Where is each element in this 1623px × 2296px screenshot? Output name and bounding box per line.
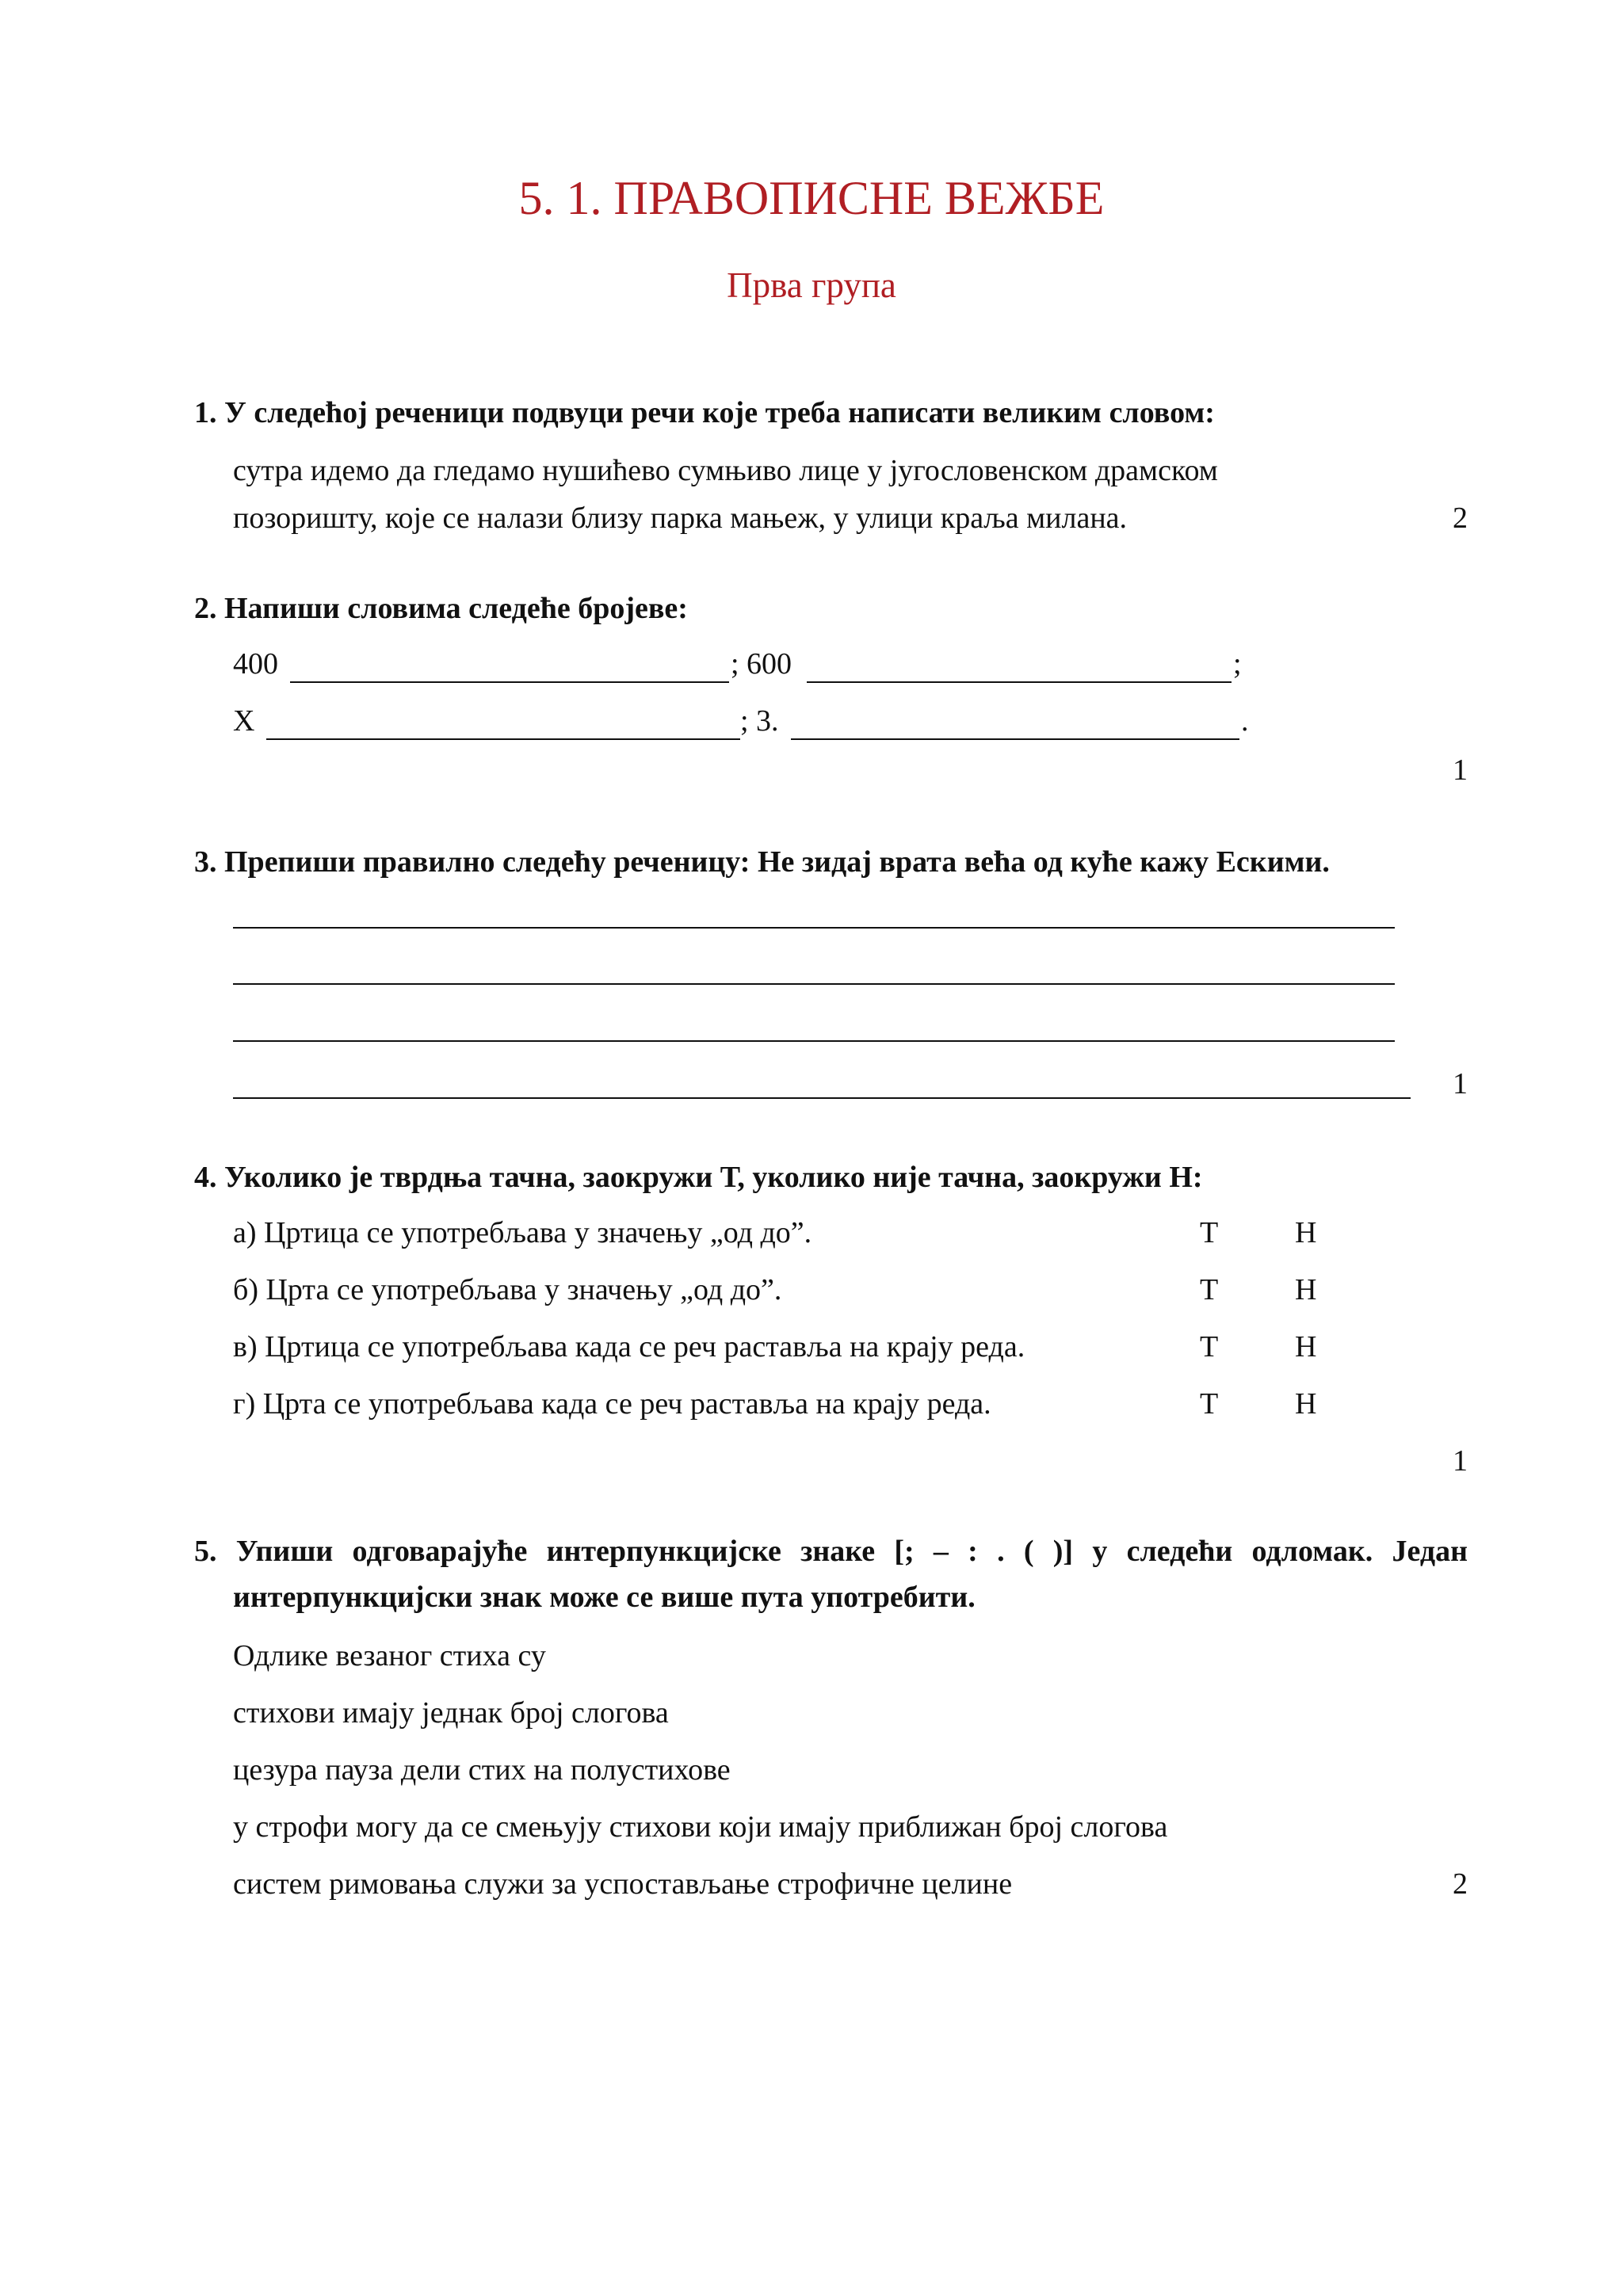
q5-prompt-line-1: 5. Упиши одговарајуће интерпункцијске знаке [; – : . ( )] у следећи одломак. Један [194, 1535, 1468, 1568]
group-subtitle: Прва група [727, 265, 896, 305]
q2-line-2-end: . [1241, 704, 1249, 738]
q3-points: 1 [1453, 1067, 1468, 1100]
q5-passage-line-1: Одлике везаног стиха су [233, 1639, 546, 1672]
q2-answer-blank-400[interactable] [290, 681, 729, 683]
q3-prompt: 3. Препиши правилно следећу реченицу: Не зидај врата већа од куће кажу Ескими. [194, 845, 1330, 879]
q2-prompt: 2. Напиши словима следеће бројеве: [194, 592, 688, 625]
q2-points: 1 [1453, 753, 1468, 787]
q2-answer-blank-600[interactable] [807, 681, 1232, 683]
q2-answer-blank-3[interactable] [791, 738, 1239, 740]
q3-answer-line-4[interactable] [233, 1097, 1411, 1099]
q3-answer-line-3[interactable] [233, 1040, 1395, 1042]
q4-prompt: 4. Уколико је тврдња тачна, заокружи Т, уколико није тачна, заокружи Н: [194, 1161, 1203, 1194]
q1-points: 2 [1453, 502, 1468, 535]
q3-answer-line-1[interactable] [233, 927, 1395, 929]
q2-number-400: 400 [233, 647, 278, 681]
q5-passage-line-2: стихови имају једнак број слогова [233, 1696, 669, 1730]
q2-number-600: ; 600 [731, 647, 792, 681]
q4-statement-a: а) Цртица се употребљава у значењу „од до”. [233, 1216, 812, 1249]
q4-choice-true-b[interactable]: Т [1200, 1273, 1219, 1306]
q1-sentence-line-1: сутра идемо да гледамо нушићево сумњиво лице у југословенском драмском [233, 454, 1218, 487]
q4-choice-true-c[interactable]: Т [1200, 1330, 1219, 1363]
q4-choice-false-a[interactable]: Н [1295, 1216, 1317, 1249]
q2-number-x: X [233, 704, 255, 738]
q2-line-1-end: ; [1233, 647, 1242, 681]
q4-statement-b: б) Црта се употребљава у значењу „од до”. [233, 1273, 782, 1306]
q3-answer-line-2[interactable] [233, 983, 1395, 985]
q4-choice-false-d[interactable]: Н [1295, 1387, 1317, 1421]
q5-points: 2 [1453, 1867, 1468, 1901]
q5-passage-line-5: систем римовања служи за успостављање строфичне целине [233, 1867, 1013, 1901]
q2-answer-blank-x[interactable] [266, 738, 740, 740]
q2-number-3: ; 3. [740, 704, 779, 738]
q1-prompt: 1. У следећој реченици подвуци речи које треба написати великим словом: [194, 396, 1215, 429]
q5-passage-line-3: цезура пауза дели стих на полустихове [233, 1753, 731, 1787]
q4-points: 1 [1453, 1444, 1468, 1478]
q5-passage-line-4: у строфи могу да се смењују стихови који имају приближан број слогова [233, 1810, 1168, 1844]
q5-prompt-line-2: интерпункцијски знак може се више пута употребити. [233, 1581, 976, 1614]
q4-choice-true-a[interactable]: Т [1200, 1216, 1219, 1249]
q4-choice-false-b[interactable]: Н [1295, 1273, 1317, 1306]
q4-statement-c: в) Цртица се употребљава када се реч раставља на крају реда. [233, 1330, 1025, 1363]
q4-choice-false-c[interactable]: Н [1295, 1330, 1317, 1363]
q4-statement-d: г) Црта се употребљава када се реч раставља на крају реда. [233, 1387, 991, 1421]
page-title: 5. 1. ПРАВОПИСНЕ ВЕЖБЕ [518, 172, 1105, 224]
q1-sentence-line-2: позоришту, које се налази близу парка мањеж, у улици краља милана. [233, 502, 1128, 535]
q4-choice-true-d[interactable]: Т [1200, 1387, 1219, 1421]
